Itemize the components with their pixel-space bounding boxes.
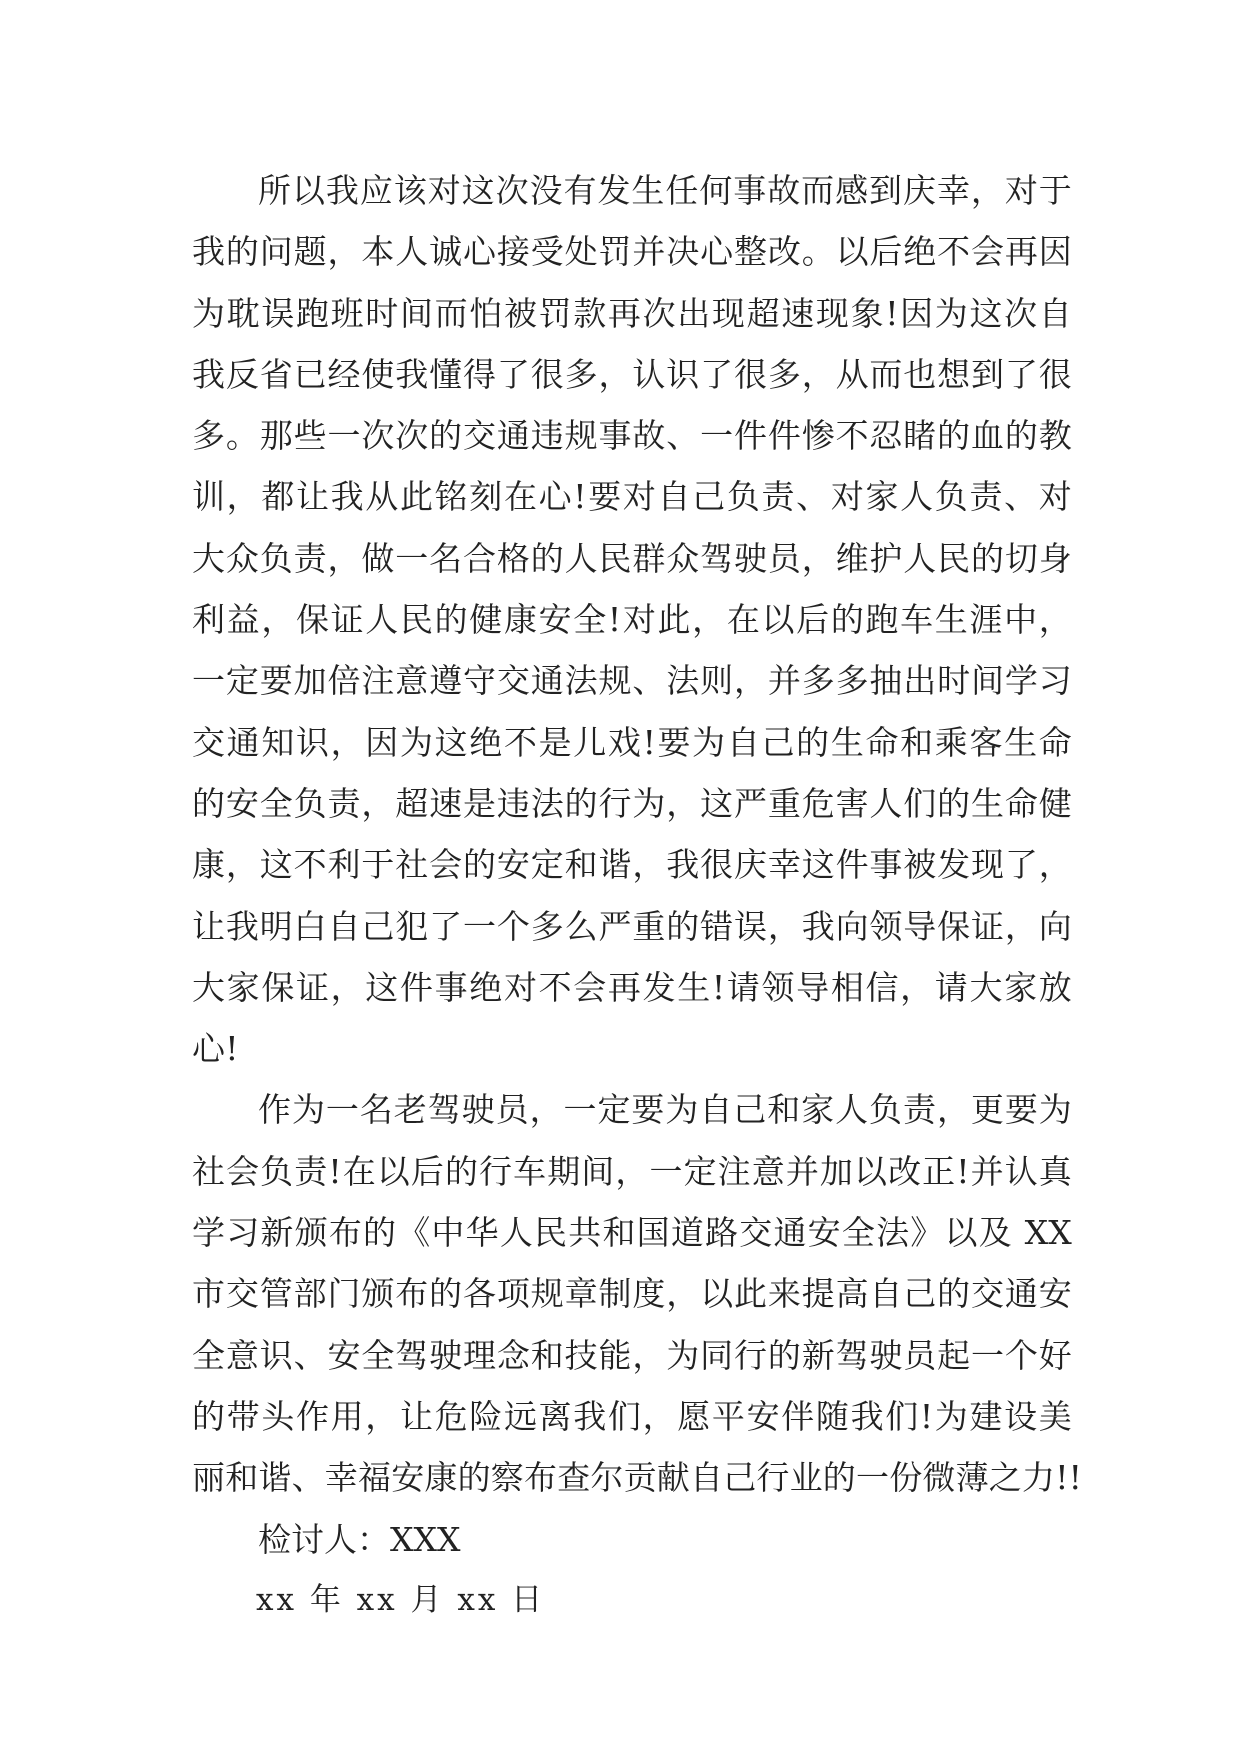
text-line: 的安全负责，超速是违法的行为，这严重危害人们的生命健 (192, 783, 1072, 823)
text-line: 交通知识，因为这绝不是儿戏!要为自己的生命和乘客生命 (192, 722, 1072, 762)
text-line: 训，都让我从此铭刻在心!要对自己负责、对家人负责、对 (192, 477, 1072, 517)
text-line: 大众负责，做一名合格的人民群众驾驶员，维护人民的切身 (192, 538, 1072, 578)
text-line: 所以我应该对这次没有发生任何事故而感到庆幸，对于 (258, 171, 1072, 210)
text-line: 社会负责!在以后的行车期间，一定注意并加以改正!并认真 (192, 1151, 1072, 1191)
text-line: 市交管部门颁布的各项规章制度，以此来提高自己的交通安 (192, 1274, 1072, 1314)
date: xx 年 xx 月 xx 日 (256, 1581, 546, 1618)
text-line: 全意识、安全驾驶理念和技能，为同行的新驾驶员起一个好 (192, 1335, 1072, 1375)
text-line: 大家保证，这件事绝对不会再发生!请领导相信，请大家放 (192, 967, 1072, 1007)
paragraph-1 (192, 160, 1072, 1079)
text-line: 我的问题，本人诚心接受处罚并决心整改。以后绝不会再因 (192, 232, 1072, 272)
text-line: 多。那些一次次的交通违规事故、一件件惨不忍睹的血的教 (192, 416, 1072, 456)
paragraph-2 (192, 1079, 1083, 1508)
text-line: 康，这不利于社会的安定和谐，我很庆幸这件事被发现了， (192, 845, 1072, 885)
text-line: 我反省已经使我懂得了很多，认识了很多，从而也想到了很 (192, 354, 1072, 394)
text-line: 丽和谐、幸福安康的察布查尔贡献自己行业的一份微薄之力!! (192, 1458, 1083, 1498)
text-line: 让我明白自己犯了一个多么严重的错误，我向领导保证，向 (192, 906, 1072, 946)
document-body (192, 160, 1083, 1631)
text-line: 一定要加倍注意遵守交通法规、法则，并多多抽出时间学习 (192, 661, 1072, 701)
text-line: 学习新颁布的《中华人民共和国道路交通安全法》以及 XX (192, 1213, 1072, 1253)
text-line: 的带头作用，让危险远离我们，愿平安伴随我们!为建设美 (192, 1396, 1072, 1436)
text-line: 心! (192, 1029, 239, 1069)
signature: 检讨人：XXX (258, 1519, 461, 1559)
text-line: 作为一名老驾驶员，一定要为自己和家人负责，更要为 (258, 1090, 1072, 1130)
text-line: 为耽误跑班时间而怕被罚款再次出现超速现象!因为这次自 (192, 293, 1072, 333)
text-line: 利益，保证人民的健康安全!对此，在以后的跑车生涯中， (192, 600, 1072, 640)
